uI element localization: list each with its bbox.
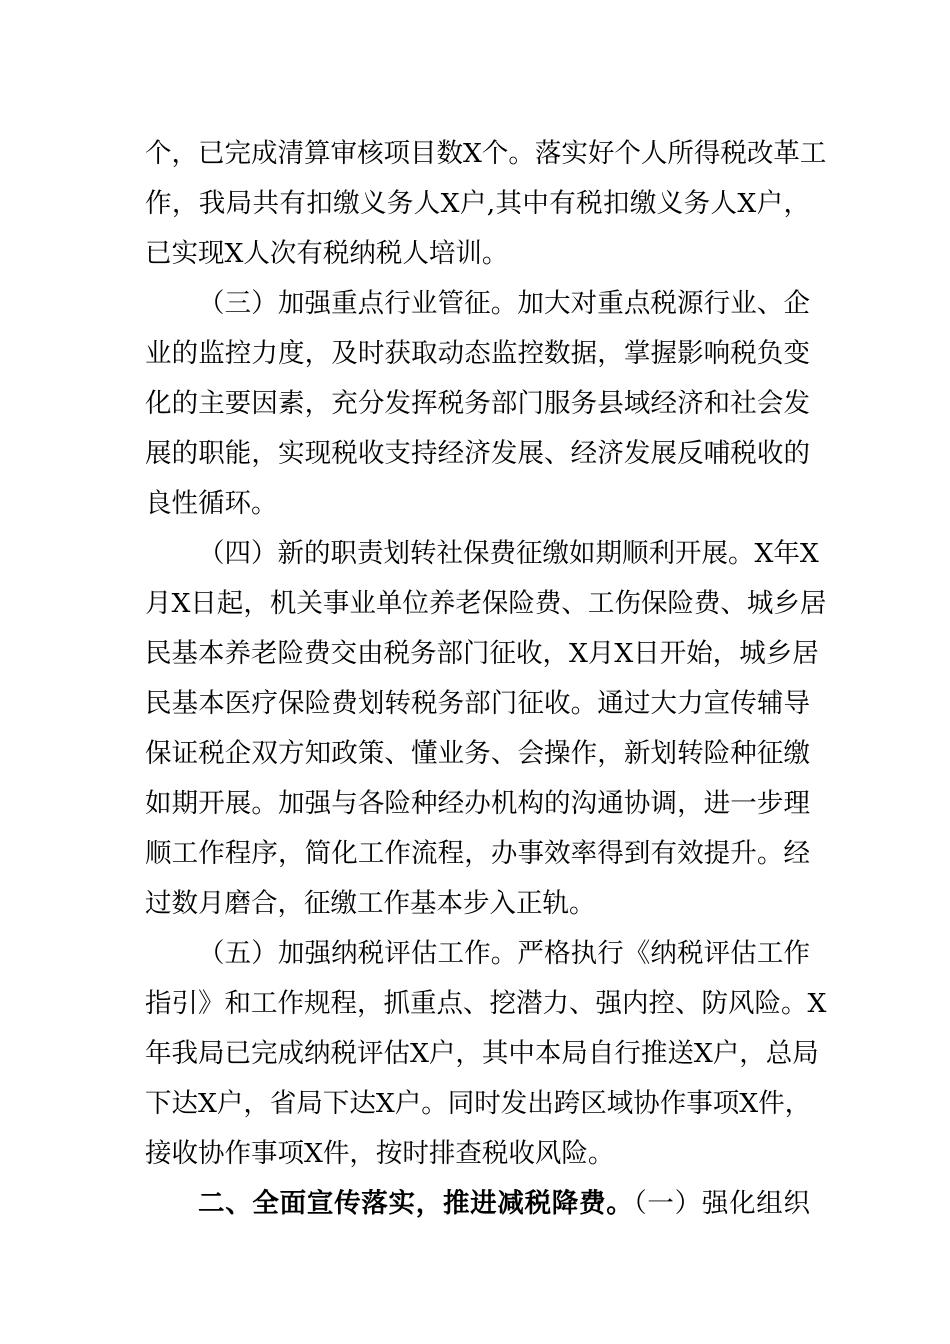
text-line-17: （五）加强纳税评估工作。严格执行《纳税评估工作	[198, 938, 810, 969]
text-line-14: 如期开展。加强与各险种经办机构的沟通协调，进一步理	[145, 788, 810, 819]
text-line-18: 指引》和工作规程，抓重点、挖潜力、强内控、防风险。X	[145, 988, 827, 1019]
text-line-3: 已实现X人次有税纳税人培训。	[145, 238, 509, 269]
section-heading-rest: （一）强化组织	[633, 1188, 811, 1219]
text-line-6: 化的主要因素，充分发挥税务部门服务县域经济和社会发	[145, 388, 810, 419]
text-line-21: 接收协作事项X件，按时排查税收风险。	[145, 1138, 615, 1169]
text-line-11: 民基本养老险费交由税务部门征收，X月X日开始，城乡居	[145, 638, 819, 669]
text-line-8: 良性循环。	[145, 488, 278, 519]
text-line-19: 年我局已完成纳税评估X户，其中本局自行推送X户，总局	[145, 1038, 819, 1069]
text-line-7: 展的职能，实现税收支持经济发展、经济发展反哺税收的	[145, 438, 810, 469]
text-line-4: （三）加强重点行业管征。加大对重点税源行业、企	[198, 288, 810, 319]
text-line-10: 月X日起，机关事业单位养老保险费、工伤保险费、城乡居	[145, 588, 827, 619]
text-line-13: 保证税企双方知政策、懂业务、会操作，新划转险种征缴	[145, 738, 810, 769]
section-heading-line	[198, 1179, 810, 1229]
section-heading-bold: 二、全面宣传落实，推进减税降费。	[198, 1188, 634, 1219]
text-line-2: 作，我局共有扣缴义务人X户,其中有税扣缴义务人X户，	[145, 188, 810, 219]
text-line-5: 业的监控力度，及时获取动态监控数据，掌握影响税负变	[145, 338, 810, 369]
text-line-16: 过数月磨合，征缴工作基本步入正轨。	[145, 888, 596, 919]
text-line-9: （四）新的职责划转社保费征缴如期顺利开展。X年X	[198, 538, 819, 569]
text-line-1: 个，已完成清算审核项目数X个。落实好个人所得税改革工	[145, 138, 827, 169]
text-line-15: 顺工作程序，简化工作流程，办事效率得到有效提升。经	[145, 838, 810, 869]
text-line-20: 下达X户，省局下达X户。同时发出跨区域协作事项X件，	[145, 1088, 812, 1119]
text-line-12: 民基本医疗保险费划转税务部门征收。通过大力宣传辅导	[145, 688, 810, 719]
